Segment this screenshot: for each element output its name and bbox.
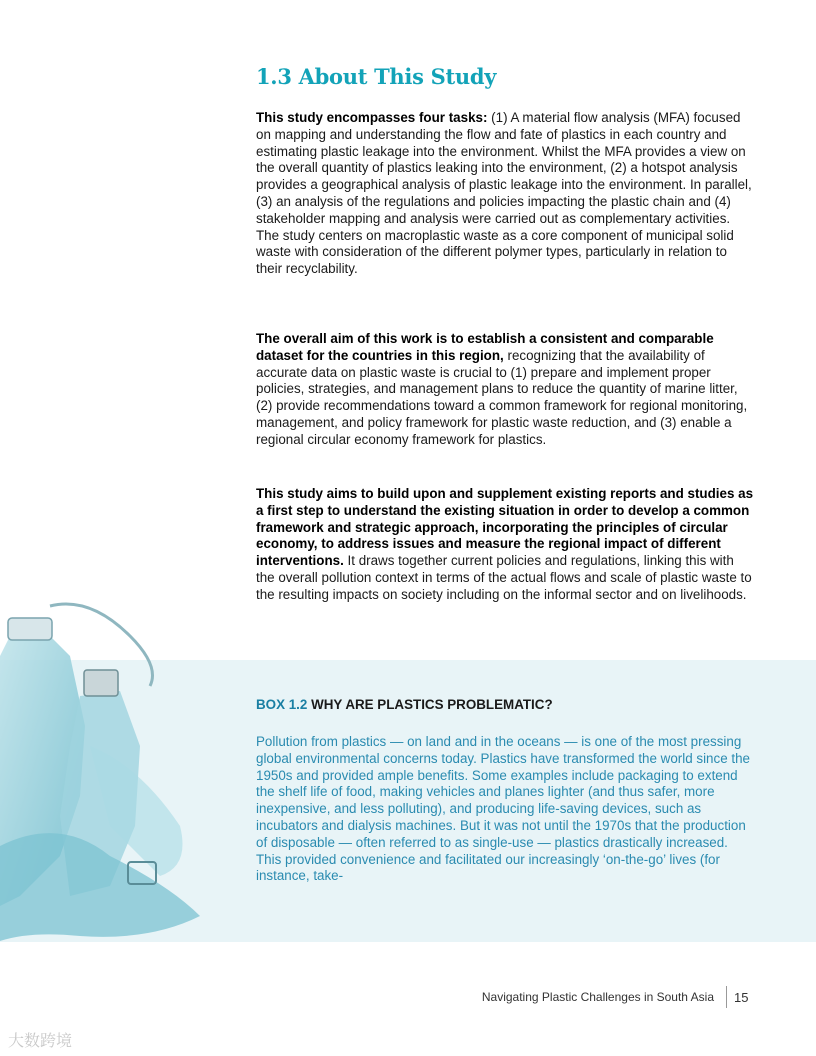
- page-number: 15: [734, 990, 749, 1005]
- paragraph-body: (1) A material flow analysis (MFA) focused on mapping and understanding the flow and fate of plastics in each country and estimating plastic leakage into the environment. Whilst the MFA provides a view on the overall quantity of plastics leaking into the environment, (2) a hotspot analysis provides a geographical analysis of plastic leakage into the environment. In parallel, (3) an analysis of the regulations and policies impacting the plastic chain and (4) stakeholder mapping and analysis were carried out as complementary activities. The study centers on macroplastic waste as a core component of municipal solid waste with consideration of the different polymer types, particularly in relation to their recyclability.: [256, 110, 752, 277]
- paragraph-body: It draws together current policies and regulations, linking this with the overall pollution context in terms of the actual flows and scale of plastic waste to the resulting impacts on society including on the informal sector and on livelihoods.: [256, 553, 752, 602]
- box-number: BOX 1.2: [256, 697, 308, 712]
- box-title-text: WHY ARE PLASTICS PROBLEMATIC?: [311, 697, 553, 712]
- paragraph-aim: [256, 331, 756, 449]
- footer-title: Navigating Plastic Challenges in South Asia: [481, 990, 714, 1004]
- box-title: [256, 697, 553, 712]
- paragraph-approach: [256, 486, 756, 604]
- paragraph-lead: This study encompasses four tasks:: [256, 110, 488, 125]
- paragraph-body: recognizing that the availability of accurate data on plastic waste is crucial to (1) prepare and implement proper policies, strategies, and management plans to reduce the quantity of marine litter, (2) provide recommendations toward a common framework for regional monitoring, management, and policy framework for plastic waste reduction, and (3) enable a regional circular economy framework for plastics.: [256, 347, 748, 447]
- plastic-bottles-illustration: [0, 596, 240, 946]
- paragraph-tasks: [256, 110, 756, 278]
- footer-divider: [726, 986, 727, 1008]
- paragraph-lead: This study aims to build upon and supplement existing reports and studies as a first step to understand the existing situation in order to develop a common framework and strategic approach, incorporating the principles of circular economy, to address issues and measure the regional impact of different interventions.: [256, 486, 754, 569]
- watermark: [8, 1028, 72, 1051]
- watermark-text: 大数跨境: [8, 1033, 73, 1050]
- section-heading: 1.3 About This Study: [256, 64, 497, 89]
- paragraph-lead: The overall aim of this work is to establish a consistent and comparable dataset for the countries in this region,: [256, 331, 714, 363]
- box-text: Pollution from plastics — on land and in the oceans — is one of the most pressing global environmental concerns today. Plastics have transformed the world since the 1950s and provided ample benefits. Some examples include packaging to extend the shelf life of food, making vehicles and planes lighter (and thus safer, more inexpensive, and less polluting), and producing life-saving devices, such as incubators and dialysis machines. But it was not until the 1970s that the production of disposable — often referred to as single-use — plastics drastically increased. This provided convenience and facilitated our increasingly ‘on-the-go’ lives (for instance, take-: [256, 734, 750, 884]
